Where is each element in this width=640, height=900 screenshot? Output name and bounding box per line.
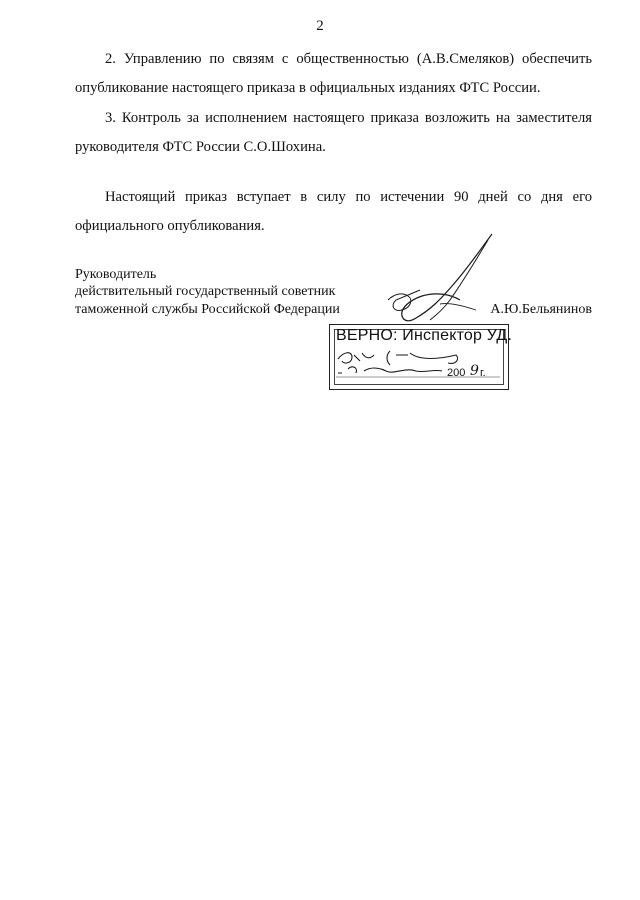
paragraph-item-3: 3. Контроль за исполнением настоящего приказа возложить на заместителя руководителя ФТС России С.О.Шохина. [75, 110, 592, 155]
paragraph-item-2: 2. Управлению по связям с общественностью (А.В.Смеляков) обеспечить опубликование настоящего приказа в официальных изданиях ФТС России. [75, 51, 592, 96]
signer-position: Руководитель [75, 267, 157, 282]
signer-name: А.Ю.Бельянинов [490, 302, 592, 317]
signer-rank-line-2: таможенной службы Российской Федерации [75, 302, 340, 317]
stamp-handwriting [330, 325, 513, 391]
stamp-year-unit: г. [480, 367, 486, 379]
stamp-title: ВЕРНО: Инспектор УД. [336, 327, 513, 344]
stamp-year-prefix: 200 [447, 367, 466, 379]
handwritten-signature [380, 230, 510, 330]
page-number: 2 [316, 18, 324, 34]
signer-rank-line-1: действительный государственный советник [75, 284, 336, 299]
certification-stamp [329, 324, 513, 390]
stamp-year-suffix: 9 [470, 363, 479, 379]
paragraph-effective-date: Настоящий приказ вступает в силу по истечении 90 дней со дня его официального опубликования. [75, 189, 592, 234]
